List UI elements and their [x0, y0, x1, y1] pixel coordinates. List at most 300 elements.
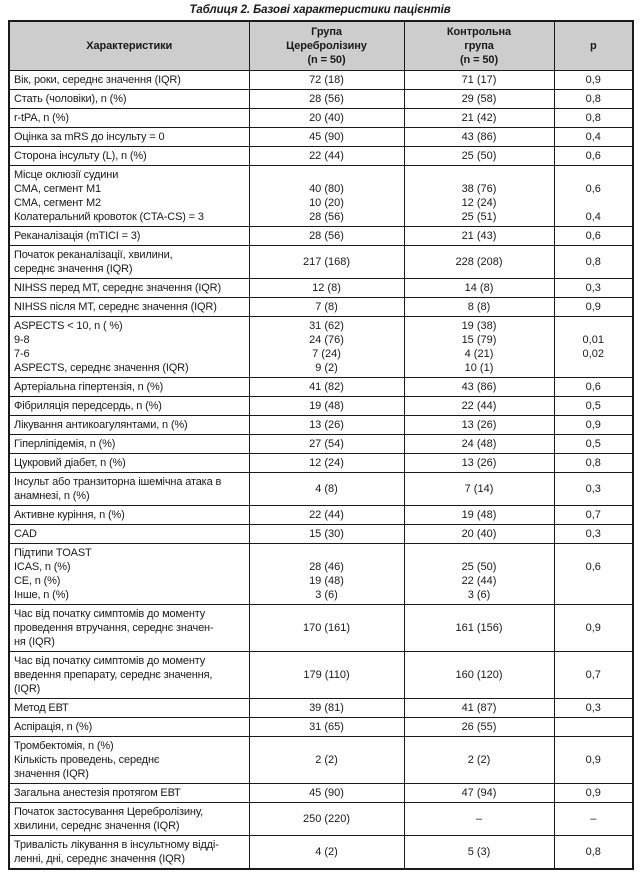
cell-line: 15 (79) [461, 334, 497, 346]
cell-line: СМА, сегмент М2 [14, 197, 101, 209]
characteristic-cell [9, 836, 249, 870]
cell-line: 9-8 [14, 334, 30, 346]
value-cell [554, 836, 633, 870]
value-cell [404, 473, 554, 506]
value-cell [404, 71, 554, 90]
value-cell [554, 298, 633, 317]
cell-line: Фібриляція передсердь, n (%) [14, 400, 162, 412]
value-cell [554, 506, 633, 525]
cell-line: CE, n (%) [14, 575, 61, 587]
value-cell [554, 737, 633, 784]
cell-line: 250 (220) [302, 813, 351, 825]
value-cell [249, 836, 404, 870]
value-cell [249, 71, 404, 90]
table-row [9, 544, 633, 605]
table-row [9, 454, 633, 473]
cell-line [559, 546, 629, 560]
characteristic-cell [9, 803, 249, 836]
cell-line: 0,9 [585, 787, 601, 799]
cell-line: 0,6 [585, 150, 601, 162]
value-cell [554, 435, 633, 454]
cell-line: 0,3 [585, 528, 601, 540]
table-row [9, 147, 633, 166]
cell-line: Інсульт або транзиторна ішемічна атака в [14, 476, 222, 488]
table-row [9, 652, 633, 699]
cell-line: 40 (80) [309, 183, 344, 195]
cell-line [254, 168, 400, 182]
cell-line [254, 546, 400, 560]
cell-line: NIHSS перед МТ, середнє значення (IQR) [14, 282, 221, 294]
value-cell [249, 652, 404, 699]
value-cell [554, 784, 633, 803]
cell-line: 2 (2) [315, 754, 338, 766]
value-cell [404, 147, 554, 166]
cell-line: 21 (43) [461, 230, 497, 242]
characteristic-cell [9, 90, 249, 109]
value-cell [554, 147, 633, 166]
value-cell [249, 803, 404, 836]
cell-line: 12 (24) [461, 197, 497, 209]
cell-line: 31 (65) [309, 721, 344, 733]
cell-line: 19 (38) [461, 320, 497, 332]
cell-line: Активне куріння, n (%) [14, 509, 125, 521]
value-cell [404, 227, 554, 246]
cell-line: Тривалість лікування в інсультному відді- [14, 839, 219, 851]
cell-line: 19 (48) [309, 400, 344, 412]
cell-line: 0,6 [585, 183, 601, 195]
cell-line: 24 (48) [461, 438, 497, 450]
cell-line: Час від початку симптомів до моменту [14, 655, 206, 667]
cell-line: 9 (2) [315, 362, 338, 374]
cell-line: Реканалізація (mTICI = 3) [14, 230, 141, 242]
characteristic-cell [9, 246, 249, 279]
table-row [9, 836, 633, 870]
table-row [9, 109, 633, 128]
cell-line: 0,02 [582, 348, 604, 360]
value-cell [249, 298, 404, 317]
value-cell [249, 699, 404, 718]
column-header [554, 21, 633, 71]
characteristic-cell [9, 227, 249, 246]
characteristic-cell [9, 718, 249, 737]
table-row [9, 378, 633, 397]
cell-line: 0,9 [585, 622, 601, 634]
cell-line: 26 (55) [461, 721, 497, 733]
cell-line: 47 (94) [461, 787, 497, 799]
column-header [9, 21, 249, 71]
cell-line: 15 (30) [309, 528, 344, 540]
cell-line: (IQR) [14, 683, 41, 695]
cell-line: 41 (82) [309, 381, 344, 393]
table-row [9, 435, 633, 454]
value-cell [404, 109, 554, 128]
value-cell [554, 90, 633, 109]
cell-line: 0,4 [585, 211, 601, 223]
value-cell [249, 525, 404, 544]
cell-line: NIHSS після МТ, середнє значення (IQR) [14, 301, 217, 313]
characteristic-cell [9, 317, 249, 378]
value-cell [249, 718, 404, 737]
cell-line: 25 (50) [461, 150, 497, 162]
value-cell [404, 397, 554, 416]
cell-line: анамнезі, n (%) [14, 490, 90, 502]
value-cell [404, 128, 554, 147]
characteristic-cell [9, 71, 249, 90]
cell-line: 0,5 [585, 438, 601, 450]
cell-line: 13 (26) [309, 419, 344, 431]
value-cell [554, 128, 633, 147]
characteristic-cell [9, 416, 249, 435]
cell-line: 25 (50) [461, 561, 497, 573]
cell-line: значення (IQR) [14, 768, 89, 780]
cell-line: 4 (21) [464, 348, 494, 360]
cell-line: 43 (86) [461, 381, 497, 393]
table-row [9, 397, 633, 416]
value-cell [249, 454, 404, 473]
cell-line: 22 (44) [461, 575, 497, 587]
value-cell [404, 298, 554, 317]
cell-line: Колатеральний кровоток (CTA-CS) = 3 [14, 211, 204, 223]
characteristic-cell [9, 435, 249, 454]
cell-line: ASPECTS < 10, n ( %) [14, 320, 123, 332]
cell-line: 29 (58) [461, 93, 497, 105]
characteristic-cell [9, 737, 249, 784]
cell-line: Початок застосування Церебролізину, [14, 806, 203, 818]
table-title: Таблиця 2. Базові характеристики пацієнтів [189, 4, 451, 16]
cell-line: 217 (168) [302, 256, 351, 268]
characteristic-cell [9, 699, 249, 718]
value-cell [404, 652, 554, 699]
cell-line: Вік, роки, середнє значення (IQR) [14, 74, 181, 86]
value-cell [554, 718, 633, 737]
characteristic-cell [9, 298, 249, 317]
table-row [9, 803, 633, 836]
cell-line: 20 (40) [461, 528, 497, 540]
cell-line: Час від початку симптомів до моменту [14, 608, 206, 620]
cell-line: 24 (76) [309, 334, 344, 346]
cell-line: хвилини, середнє значення (IQR) [14, 820, 180, 832]
value-cell [249, 166, 404, 227]
table-row [9, 473, 633, 506]
table-row [9, 506, 633, 525]
value-cell [554, 454, 633, 473]
value-cell [554, 544, 633, 605]
table-row [9, 416, 633, 435]
cell-line: Лікування антикоагулянтами, n (%) [14, 419, 188, 431]
value-cell [404, 718, 554, 737]
cell-line: 10 (20) [309, 197, 344, 209]
characteristic-cell [9, 506, 249, 525]
characteristic-cell [9, 784, 249, 803]
cell-line: CAD [14, 528, 37, 540]
cell-line: Метод ЕВТ [14, 702, 69, 714]
cell-line: 27 (54) [309, 438, 344, 450]
cell-line: 0,8 [585, 457, 601, 469]
table-row [9, 317, 633, 378]
cell-line: Кількість проведень, середнє [14, 754, 160, 766]
value-cell [554, 416, 633, 435]
cell-line: Підтипи TOAST [14, 547, 92, 559]
cell-line: 0,01 [582, 334, 604, 346]
cell-line: 228 (208) [455, 256, 503, 268]
cell-line: 22 (44) [309, 509, 344, 521]
cell-line: 0,7 [585, 509, 601, 521]
characteristic-cell [9, 605, 249, 652]
cell-line: середнє значення (IQR) [14, 263, 133, 275]
value-cell [249, 397, 404, 416]
value-cell [404, 90, 554, 109]
value-cell [404, 378, 554, 397]
value-cell [249, 605, 404, 652]
value-cell [249, 435, 404, 454]
cell-line: 25 (51) [461, 211, 497, 223]
value-cell [554, 279, 633, 298]
value-cell [249, 506, 404, 525]
value-cell [404, 544, 554, 605]
value-cell [554, 317, 633, 378]
cell-line: 3 (6) [467, 589, 491, 601]
table-header [9, 21, 633, 71]
cell-line: 179 (110) [303, 669, 350, 681]
characteristic-cell [9, 525, 249, 544]
table-row [9, 737, 633, 784]
cell-line: (n = 50) [459, 54, 499, 66]
cell-line: 28 (56) [309, 211, 344, 223]
cell-line: 45 (90) [309, 131, 344, 143]
cell-line: 0,3 [585, 702, 601, 714]
cell-line: 170 (161) [302, 622, 351, 634]
cell-line: 4 (8) [315, 483, 338, 495]
cell-line: 45 (90) [309, 787, 344, 799]
value-cell [404, 166, 554, 227]
value-cell [404, 246, 554, 279]
table-row [9, 90, 633, 109]
characteristic-cell [9, 397, 249, 416]
cell-line: Загальна анестезія протягом ЕВТ [14, 787, 181, 799]
table-row [9, 128, 633, 147]
cell-line: 20 (40) [309, 112, 344, 124]
cell-line: ленні, дні, середнє значення (IQR) [14, 853, 185, 865]
value-cell [404, 279, 554, 298]
table-row [9, 166, 633, 227]
cell-line: 21 (42) [461, 112, 497, 124]
cell-line: 22 (44) [309, 150, 344, 162]
cell-line [409, 168, 550, 182]
cell-line: 41 (87) [461, 702, 497, 714]
cell-line: Контрольна [446, 26, 512, 38]
cell-line: 0,8 [585, 846, 601, 858]
table-body [9, 71, 633, 870]
cell-line: ICAS, n (%) [14, 561, 71, 573]
cell-line: Цукровий діабет, n (%) [14, 457, 126, 469]
characteristic-cell [9, 473, 249, 506]
cell-line: 0,8 [585, 112, 601, 124]
cell-line: Сторона інсульту (L), n (%) [14, 150, 147, 162]
cell-line [559, 196, 629, 210]
cell-line: 28 (46) [309, 561, 344, 573]
cell-line: 0,3 [585, 483, 601, 495]
value-cell [554, 246, 633, 279]
cell-line [559, 588, 629, 602]
cell-line: ASPECTS, середнє значення (IQR) [14, 362, 189, 374]
cell-line: 0,6 [585, 381, 601, 393]
table-row [9, 784, 633, 803]
cell-line: група [464, 40, 494, 52]
cell-line: 7 (14) [464, 483, 494, 495]
value-cell [404, 435, 554, 454]
cell-line: 28 (56) [309, 230, 344, 242]
cell-line: Характеристики [86, 40, 173, 52]
characteristic-cell [9, 147, 249, 166]
cell-line: Інше, n (%) [14, 589, 69, 601]
cell-line: 0,8 [585, 256, 601, 268]
cell-line: Оцінка за mRS до інсульту = 0 [14, 131, 165, 143]
characteristic-cell [9, 128, 249, 147]
column-header [404, 21, 554, 71]
cell-line: – [475, 813, 483, 825]
value-cell [249, 473, 404, 506]
value-cell [554, 397, 633, 416]
cell-line: проведення втручання, середнє значен- [14, 622, 214, 634]
value-cell [249, 147, 404, 166]
cell-line: 71 (17) [461, 74, 497, 86]
cell-line: 19 (48) [309, 575, 344, 587]
cell-line: 14 (8) [464, 282, 494, 294]
header-row [9, 21, 633, 71]
cell-line: ня (IQR) [14, 636, 55, 648]
cell-line: 0,6 [585, 230, 601, 242]
cell-line: 0,7 [585, 669, 601, 681]
cell-line: 12 (8) [312, 282, 341, 294]
characteristic-cell [9, 544, 249, 605]
cell-line: Група [311, 26, 342, 38]
cell-line: – [590, 813, 597, 825]
value-cell [249, 246, 404, 279]
value-cell [249, 784, 404, 803]
cell-line: 19 (48) [461, 509, 497, 521]
cell-line [559, 720, 629, 734]
value-cell [404, 737, 554, 784]
value-cell [249, 416, 404, 435]
table-row [9, 699, 633, 718]
value-cell [249, 227, 404, 246]
cell-line: Гіперліпідемія, n (%) [14, 438, 116, 450]
value-cell [554, 378, 633, 397]
value-cell [249, 109, 404, 128]
cell-line: 38 (76) [461, 183, 497, 195]
value-cell [554, 525, 633, 544]
table-row [9, 71, 633, 90]
cell-line [409, 546, 550, 560]
cell-line: 10 (1) [464, 362, 494, 374]
value-cell [554, 605, 633, 652]
cell-line: 31 (62) [309, 320, 344, 332]
value-cell [404, 454, 554, 473]
cell-line: 7-6 [14, 348, 30, 360]
value-cell [554, 652, 633, 699]
value-cell [249, 317, 404, 378]
cell-line: 0,6 [585, 561, 601, 573]
cell-line: 7 (8) [315, 301, 338, 313]
cell-line: 2 (2) [467, 754, 491, 766]
cell-line: 13 (26) [461, 419, 497, 431]
cell-line: 39 (81) [309, 702, 344, 714]
cell-line: 0,5 [585, 400, 601, 412]
table-row [9, 246, 633, 279]
cell-line: Стать (чоловіки), n (%) [14, 93, 127, 105]
cell-line: Тромбектомія, n (%) [14, 740, 114, 752]
cell-line: СМА, сегмент М1 [14, 183, 101, 195]
cell-line: 0,9 [585, 74, 601, 86]
value-cell [554, 71, 633, 90]
table-row [9, 525, 633, 544]
cell-line: 0,9 [585, 301, 601, 313]
cell-line: 8 (8) [467, 301, 491, 313]
cell-line: 0,9 [585, 754, 601, 766]
value-cell [404, 506, 554, 525]
cell-line: 0,8 [585, 93, 601, 105]
value-cell [554, 803, 633, 836]
value-cell [404, 317, 554, 378]
value-cell [554, 473, 633, 506]
cell-line: 28 (56) [309, 93, 344, 105]
cell-line [559, 574, 629, 588]
value-cell [249, 90, 404, 109]
value-cell [404, 836, 554, 870]
value-cell [249, 544, 404, 605]
table-row [9, 279, 633, 298]
table-row [9, 605, 633, 652]
value-cell [404, 416, 554, 435]
value-cell [404, 784, 554, 803]
cell-line: Аспірація, n (%) [14, 721, 93, 733]
patients-table [8, 20, 634, 870]
value-cell [404, 803, 554, 836]
cell-line [559, 319, 629, 333]
cell-line: введення препарату, середнє значення, [14, 669, 213, 681]
table-row [9, 227, 633, 246]
cell-line: 161 (156) [455, 622, 503, 634]
cell-line: 7 (24) [312, 348, 341, 360]
characteristic-cell [9, 454, 249, 473]
cell-line: 0,3 [585, 282, 601, 294]
characteristic-cell [9, 652, 249, 699]
cell-line: 4 (2) [315, 846, 338, 858]
value-cell [554, 166, 633, 227]
cell-line: Місце оклюзії судини [14, 169, 119, 181]
characteristic-cell [9, 378, 249, 397]
value-cell [404, 525, 554, 544]
value-cell [249, 737, 404, 784]
column-header [249, 21, 404, 71]
value-cell [404, 699, 554, 718]
cell-line: 72 (18) [309, 74, 344, 86]
value-cell [404, 605, 554, 652]
characteristic-cell [9, 279, 249, 298]
cell-line: 160 (120) [455, 669, 503, 681]
cell-line [559, 361, 629, 375]
value-cell [249, 128, 404, 147]
cell-line: 13 (26) [461, 457, 497, 469]
cell-line: 43 (86) [461, 131, 497, 143]
value-cell [249, 378, 404, 397]
cell-line: 0,9 [585, 419, 601, 431]
table-row [9, 298, 633, 317]
cell-line: r-tPA, n (%) [14, 112, 69, 124]
characteristic-cell [9, 166, 249, 227]
cell-line: 22 (44) [461, 400, 497, 412]
cell-line: 3 (6) [315, 589, 338, 601]
